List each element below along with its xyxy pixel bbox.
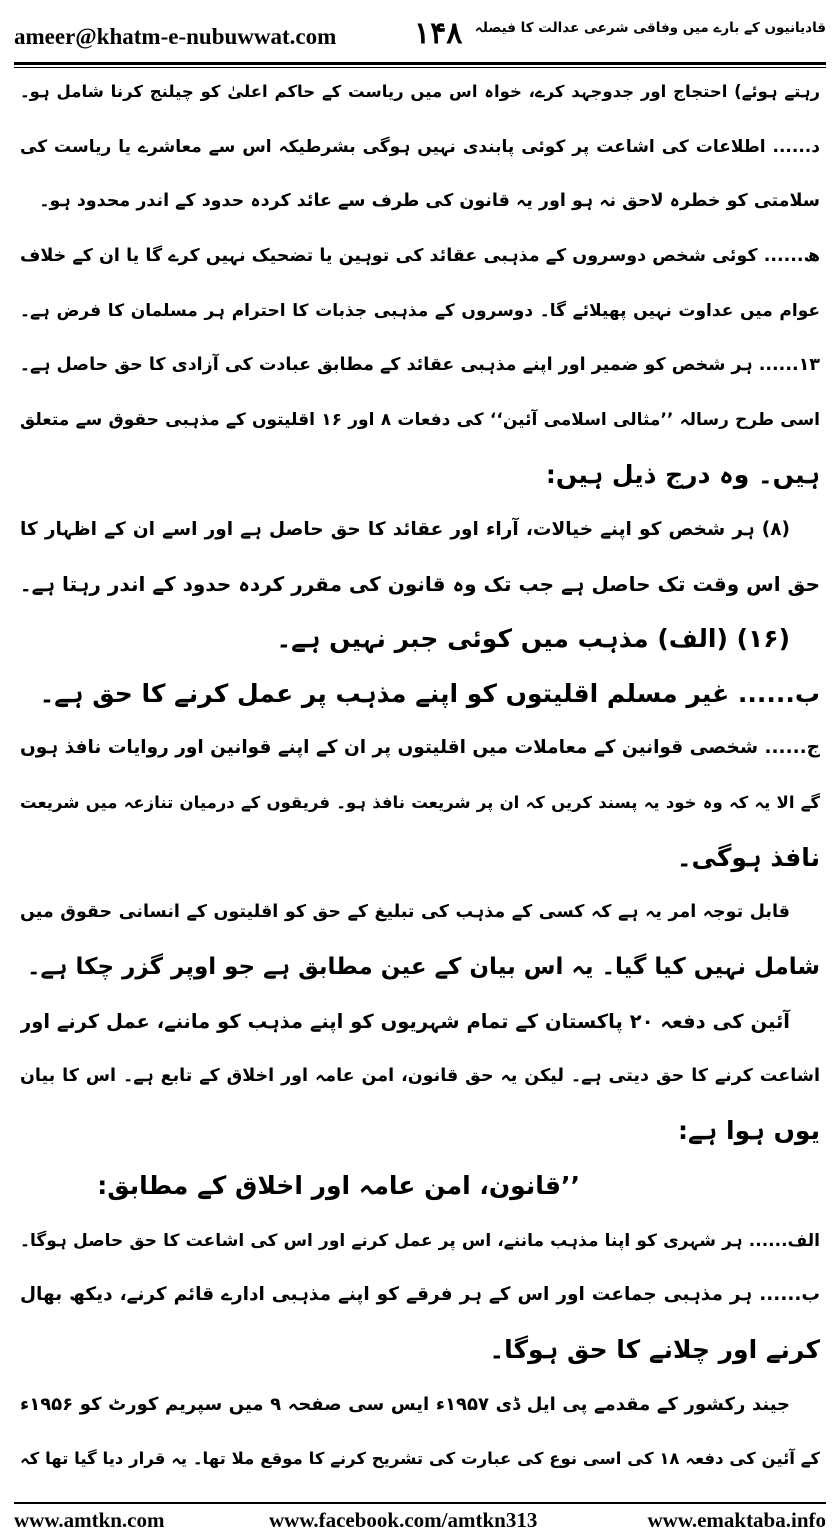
text-line: الف...... ہر شہری کو اپنا مذہب ماننے، اس پر عمل کرنے اور اس کی اشاعت کا حق حاصل ہوگا۔ <box>20 1231 820 1251</box>
header-rule <box>14 62 826 65</box>
header-rule-thin <box>14 67 826 68</box>
text-line: آئین کی دفعہ ۲۰ پاکستان کے تمام شہریوں کو اپنے مذہب کو ماننے، عمل کرنے اور <box>20 1010 790 1033</box>
text-line: ھ...... کوئی شخص دوسروں کے مذہبی عقائد کی توہین یا تضحیک نہیں کرے گا یا ان کے خلاف <box>20 246 820 266</box>
text-line: کے آئین کی دفعہ ۱۸ کی اسی نوع کی عبارت کی تشریح کرنے کا موقع ملا تھا۔ یہ قرار دیا گیا تھا کہ <box>20 1449 820 1468</box>
running-title: قادیانیوں کے بارے میں وفاقی شرعی عدالت کا فیصلہ <box>474 20 826 36</box>
page-header <box>14 14 826 60</box>
text-line: رہتے ہوئے) احتجاج اور جدوجہد کرے، خواہ اس میں ریاست کے حاکم اعلیٰ کو چیلنج کرنا شامل ہو۔ <box>20 82 820 101</box>
text-line: سلامتی کو خطرہ لاحق نہ ہو اور یہ قانون کی طرف سے عائد کردہ حدود کے اندر محدود ہو۔ <box>39 191 820 211</box>
footer-rule <box>14 1502 826 1504</box>
header-email: ameer@khatm-e-nubuwwat.com <box>14 24 337 49</box>
text-line: گے الا یہ کہ وہ خود یہ پسند کریں کہ ان پر شریعت نافذ ہو۔ فریقوں کے درمیان تنازعہ میں شریعت <box>20 793 820 812</box>
text-line: ’’قانون، امن عامہ اور اخلاق کے مطابق: <box>97 1171 580 1200</box>
text-line: ج...... شخصی قوانین کے معاملات میں اقلیتوں پر ان کے اپنے قوانین اور روایات نافذ ہوں <box>20 737 820 758</box>
text-line: جیند رکشور کے مقدمے پی ایل ڈی ۱۹۵۷ء ایس سی صفحہ ۹ میں سپریم کورٹ کو ۱۹۵۶ء <box>20 1394 791 1415</box>
text-line: قابل توجہ امر یہ ہے کہ کسی کے مذہب کی تبلیغ کے حق کو اقلیتوں کے انسانی حقوق میں <box>20 902 790 922</box>
text-line: کرنے اور چلانے کا حق ہوگا۔ <box>489 1335 820 1364</box>
footer-link-facebook[interactable]: www.facebook.com/amtkn313 <box>269 1508 538 1532</box>
text-line: شامل نہیں کیا گیا۔ یہ اس بیان کے عین مطابق ہے جو اوپر گزر چکا ہے۔ <box>27 954 820 980</box>
page-number: ۱۴۸ <box>414 16 463 51</box>
footer-link-amtkn[interactable]: www.amtkn.com <box>14 1508 165 1532</box>
text-line: د...... اطلاعات کی اشاعت پر کوئی پابندی نہیں ہوگی بشرطیکہ اس سے معاشرے یا ریاست کی <box>20 137 820 157</box>
text-line: ب...... ہر مذہبی جماعت اور اس کے ہر فرقے کو اپنے مذہبی ادارے قائم کرنے، دیکھ بھال <box>20 1284 820 1305</box>
text-line: نافذ ہوگی۔ <box>676 843 820 872</box>
text-line: یوں ہوا ہے: <box>678 1116 820 1145</box>
text-line: حق اس وقت تک حاصل ہے جب تک وہ قانون کی مقرر کردہ حدود کے اندر رہتا ہے۔ <box>20 572 820 596</box>
text-line: اشاعت کرنے کا حق دیتی ہے۔ لیکن یہ حق قانون، امن عامہ اور اخلاق کے تابع ہے۔ اس کا بیان <box>20 1066 820 1086</box>
text-line: ہیں۔ وہ درج ذیل ہیں: <box>545 460 820 489</box>
footer-link-emaktaba[interactable]: www.emaktaba.info <box>647 1508 826 1532</box>
text-line: عوام میں عداوت نہیں پھیلائے گا۔ دوسروں کے مذہبی جذبات کا احترام ہر مسلمان کا فرض ہے۔ <box>20 301 820 321</box>
text-line: ب...... غیر مسلم اقلیتوں کو اپنے مذہب پر عمل کرنے کا حق ہے۔ <box>39 679 820 708</box>
text-line: ۱۳...... ہر شخص کو ضمیر اور اپنے مذہبی عقائد کے مطابق عبادت کی آزادی کا حق حاصل ہے۔ <box>20 355 820 375</box>
text-line: (۱۶) (الف) مذہب میں کوئی جبر نہیں ہے۔ <box>276 624 790 653</box>
text-line: (۸) ہر شخص کو اپنے خیالات، آراء اور عقائد کا حق حاصل ہے اور اسے ان کے اظہار کا <box>20 519 790 540</box>
text-line: اسی طرح رسالہ ’’مثالی اسلامی آئین‘‘ کی دفعات ۸ اور ۱۶ اقلیتوں کے مذہبی حقوق سے متعلق <box>20 410 820 430</box>
page-footer <box>14 1508 826 1536</box>
